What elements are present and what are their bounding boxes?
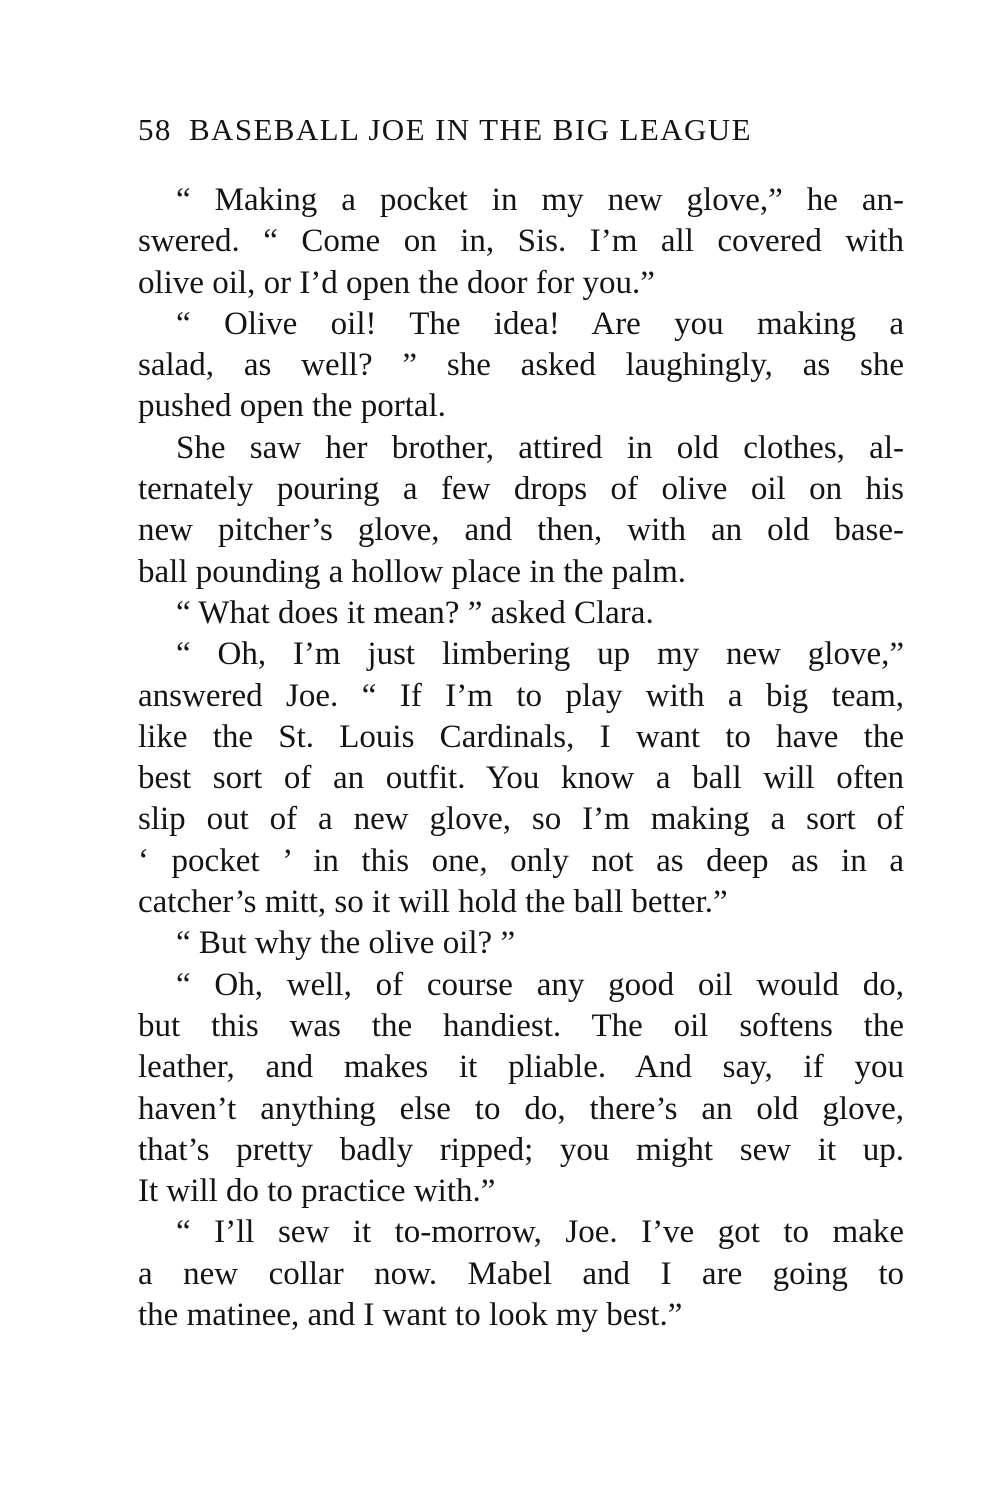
text-line: best sort of an outfit. You know a ball will often	[138, 760, 904, 797]
text-line: catcher’s mitt, so it will hold the ball better.”	[138, 884, 728, 921]
text-line: that’s pretty badly ripped; you might sew it up.	[138, 1131, 904, 1168]
text-line: “ What does it mean? ” asked Clara.	[176, 594, 654, 631]
text-line: swered. “ Come on in, Sis. I’m all covered with	[138, 223, 904, 260]
text-line: leather, and makes it pliable. And say, if you	[138, 1049, 904, 1086]
text-line: “ Making a pocket in my new glove,” he an-	[176, 182, 904, 218]
text-line: ball pounding a hollow place in the palm.	[138, 553, 687, 590]
text-line: answered Joe. “ If I’m to play with a big team,	[138, 677, 904, 714]
page-number: 58	[138, 112, 172, 147]
running-head	[138, 106, 904, 154]
text-line: “ Oh, well, of course any good oil would do,	[176, 966, 904, 1003]
text-line: ternately pouring a few drops of olive oil on his	[138, 471, 904, 508]
body-text	[138, 180, 904, 1336]
text-line: “ Olive oil! The idea! Are you making a	[176, 305, 904, 342]
text-line: like the St. Louis Cardinals, I want to have the	[138, 718, 904, 755]
text-line: new pitcher’s glove, and then, with an old base-	[138, 512, 904, 549]
text-line: a new collar now. Mabel and I are going to	[138, 1255, 904, 1292]
text-line: the matinee, and I want to look my best.”	[138, 1297, 683, 1334]
text-line: She saw her brother, attired in old clothes, al-	[176, 429, 904, 466]
text-line: slip out of a new glove, so I’m making a sort of	[138, 801, 904, 838]
text-line: olive oil, or I’d open the door for you.”	[138, 264, 655, 301]
text-line: “ I’ll sew it to-morrow, Joe. I’ve got to make	[176, 1214, 904, 1251]
text-line: ‘ pocket ’ in this one, only not as deep as in a	[138, 842, 904, 879]
text-line: but this was the handiest. The oil softens the	[138, 1007, 904, 1044]
text-line: haven’t anything else to do, there’s an old glove,	[138, 1090, 904, 1127]
running-title: BASEBALL JOE IN THE BIG LEAGUE	[188, 112, 752, 147]
text-line: salad, as well? ” she asked laughingly, as she	[138, 347, 904, 384]
text-line: “ But why the olive oil? ”	[176, 925, 516, 962]
text-line: “ Oh, I’m just limbering up my new glove,”	[176, 636, 904, 673]
text-line: pushed open the portal.	[138, 388, 446, 425]
text-line: It will do to practice with.”	[138, 1173, 496, 1210]
